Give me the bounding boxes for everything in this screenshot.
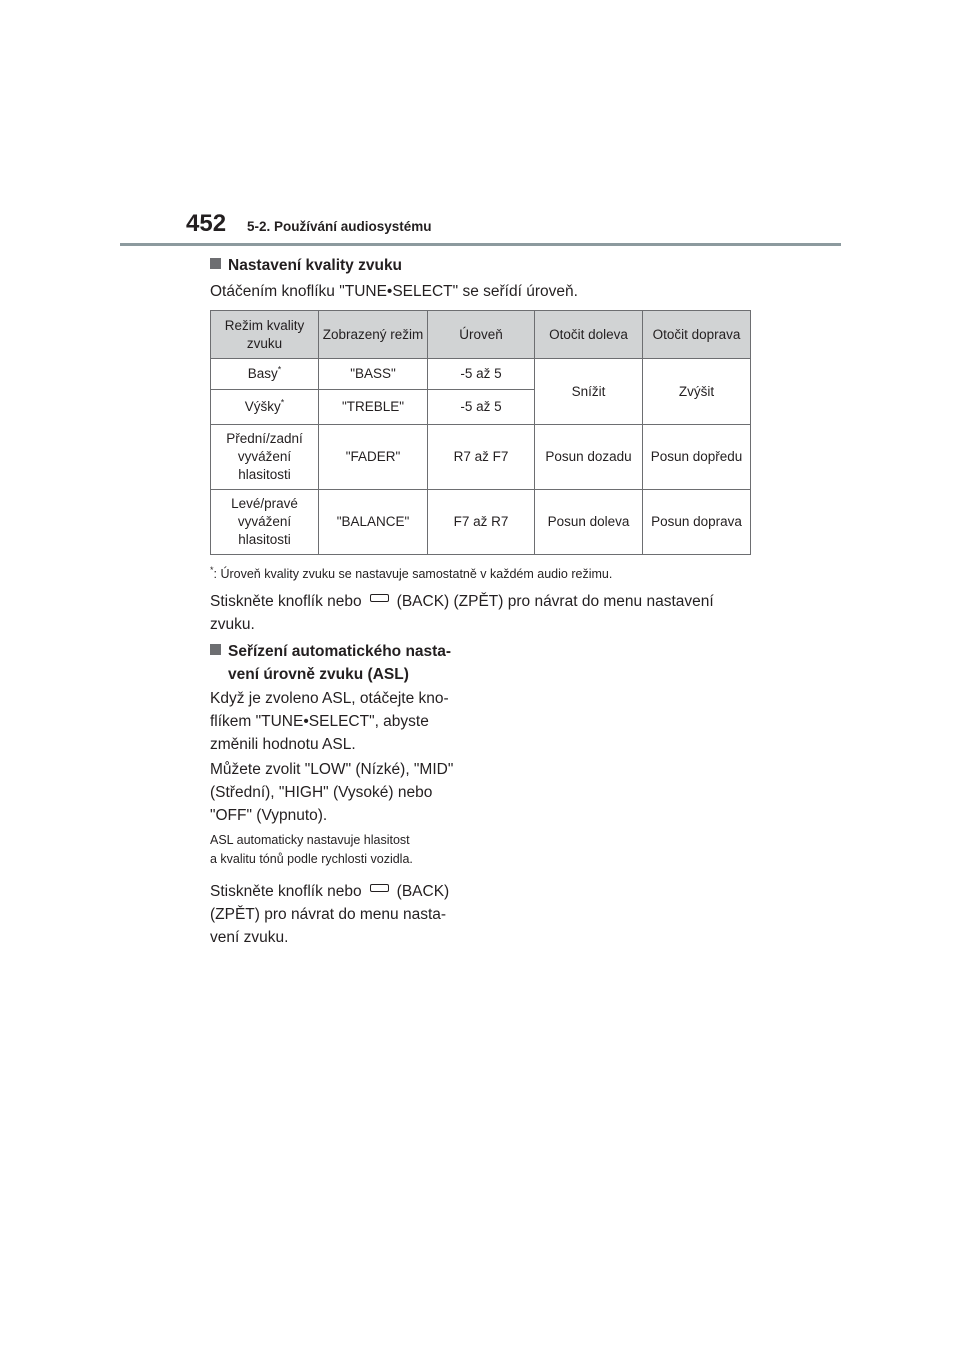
page-number: 452 [186, 210, 227, 237]
footnote-marker: * [210, 565, 214, 575]
section-title: 5-2. Používání audiosystému [247, 219, 432, 234]
asl-back-instruction: Stiskněte knoflík nebo (BACK) (ZPĚT) pro návrat do menu nasta- vení zvuku. [210, 883, 450, 946]
table-cell: Levé/pravé vyvážení hlasitosti [211, 490, 319, 555]
asl-options-paragraph: Můžete zvolit "LOW" (Nízké), "MID" (Střední), "HIGH" (Vysoké) nebo "OFF" (Vypnuto). [210, 761, 454, 824]
asl-paragraph: Když je zvoleno ASL, otáčejte kno- flíkem "TUNE•SELECT", abyste změnili hodnotu ASL. [210, 690, 449, 753]
sound-quality-heading: Nastavení kvality zvuku [210, 254, 402, 277]
bullet-square-icon [210, 258, 221, 269]
asl-note: ASL automaticky nastavuje hlasitost a kvalitu tónů podle rychlosti vozidla. [210, 833, 413, 866]
asl-heading: Seřízení automatického nasta- vení úrovně zvuku (ASL) [210, 640, 451, 686]
table-header-cell: Otočit doprava [643, 311, 751, 359]
back-button-icon [370, 594, 389, 602]
footnote-marker: * [280, 397, 285, 408]
table-cell: Výšky* [211, 390, 319, 425]
back-button-icon [370, 884, 389, 892]
table-header-cell: Zobrazený režim [319, 311, 428, 359]
table-row [211, 425, 751, 490]
table-cell: -5 až 5 [428, 390, 535, 425]
table-footnote: *: Úroveň kvality zvuku se nastavuje samostatně v každém audio režimu. [210, 565, 613, 582]
table-cell: Posun dozadu [535, 425, 643, 490]
bullet-square-icon [210, 644, 221, 655]
table-cell: Basy* [211, 359, 319, 390]
table-cell: "BALANCE" [319, 490, 428, 555]
header-divider [120, 243, 841, 246]
table-header-row [211, 311, 751, 359]
table-cell: R7 až F7 [428, 425, 535, 490]
table-header-cell: Režim kvality zvuku [211, 311, 319, 359]
table-cell: "FADER" [319, 425, 428, 490]
footnote-marker: * [277, 364, 282, 375]
table-cell: -5 až 5 [428, 359, 535, 390]
back-instruction: Stiskněte knoflík nebo (BACK) (ZPĚT) pro návrat do menu nastavení zvuku. [210, 593, 714, 633]
table-cell: "BASS" [319, 359, 428, 390]
table-row [211, 490, 751, 555]
table-header-cell: Otočit doleva [535, 311, 643, 359]
table-cell: "TREBLE" [319, 390, 428, 425]
table-cell: Přední/zadní vyvážení hlasitosti [211, 425, 319, 490]
table-cell: Snížit [535, 359, 643, 425]
table-cell: Posun doleva [535, 490, 643, 555]
sound-quality-table [210, 310, 751, 555]
table-cell: Posun dopředu [643, 425, 751, 490]
table-row [211, 359, 751, 390]
table-cell: Posun doprava [643, 490, 751, 555]
table-header-cell: Úroveň [428, 311, 535, 359]
sound-quality-intro: Otáčením knoflíku "TUNE•SELECT" se seřídí úroveň. [210, 283, 578, 300]
table-cell: F7 až R7 [428, 490, 535, 555]
table-cell: Zvýšit [643, 359, 751, 425]
